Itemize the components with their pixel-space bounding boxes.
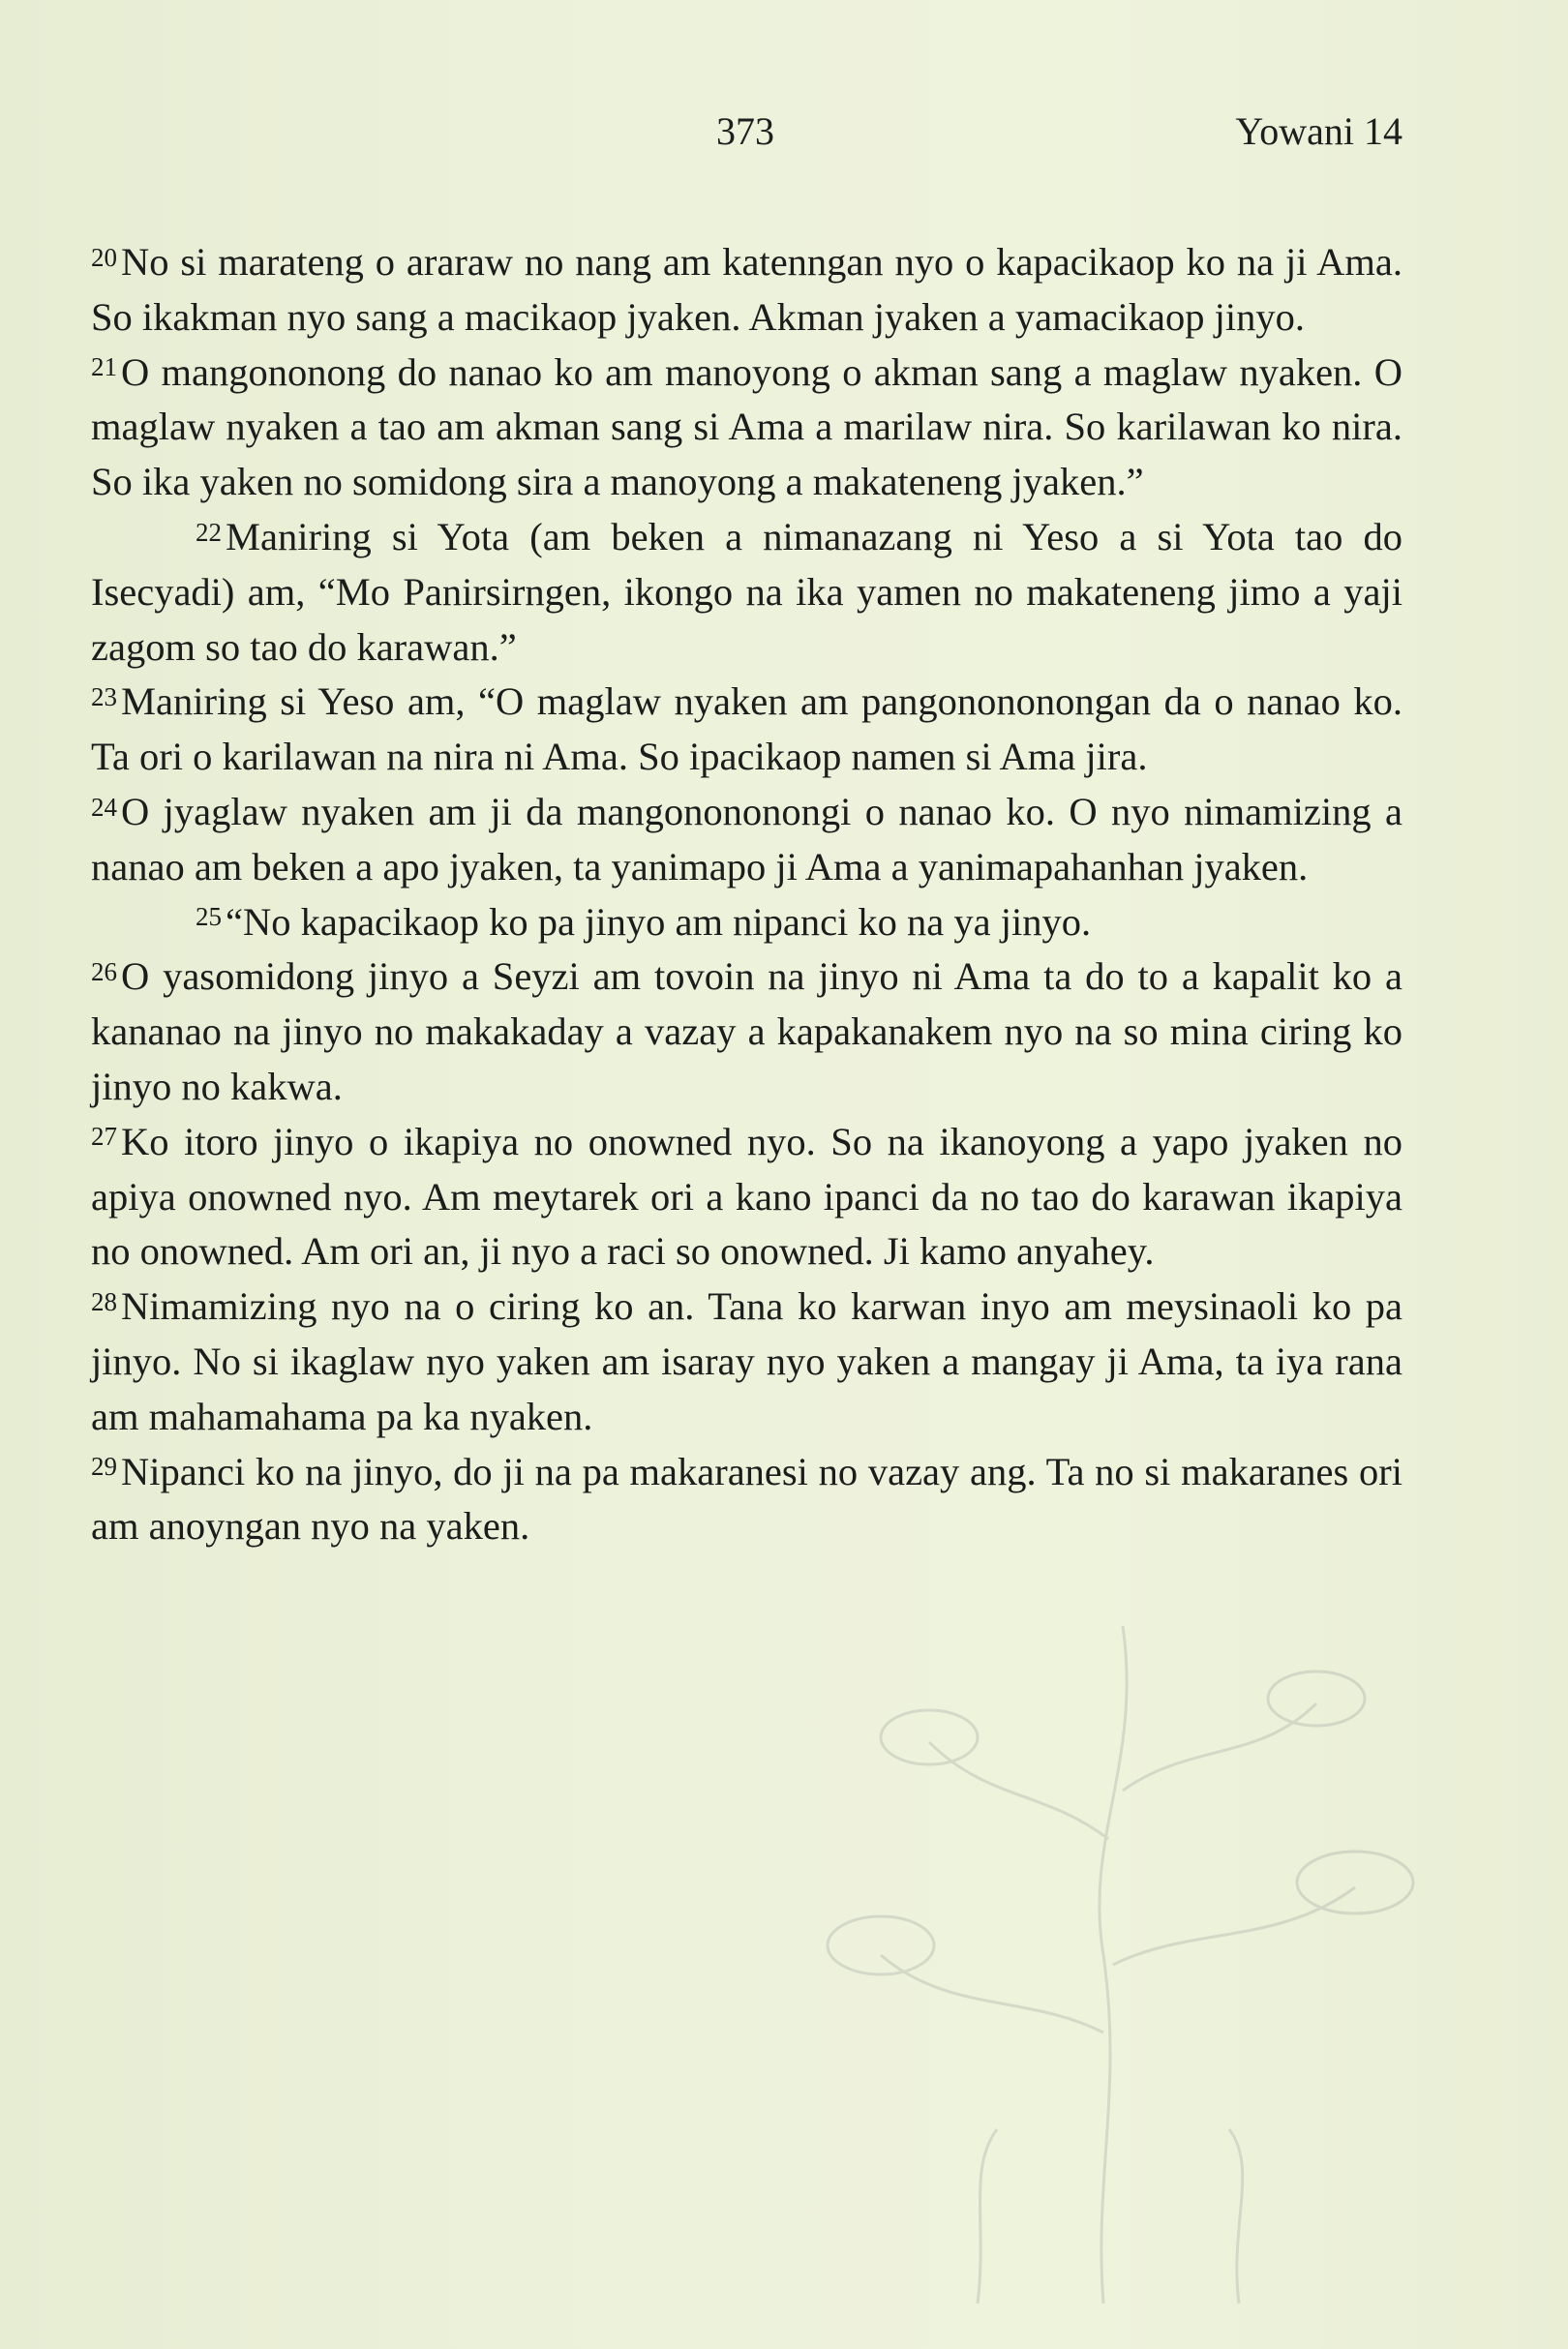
- bleed-through-illustration: [736, 1549, 1491, 2323]
- verse-text: O mangononong do nanao ko am manoyong o akman sang a maglaw nyaken. O maglaw nyaken a tao am akman sang si Ama a marilaw nira. So karilawan ko nira. So ika yaken no somidong sira a manoyong a makateneng jyaken.”: [91, 349, 1402, 504]
- verse-number: 28: [91, 1286, 117, 1316]
- verse-text: “No kapacikaop ko pa jinyo am nipanci ko na ya jinyo.: [226, 899, 1092, 944]
- verse-28: [91, 1280, 1402, 1444]
- verse-20: [91, 235, 1402, 346]
- verse-text: Maniring si Yeso am, “O maglaw nyaken am pangonononongan da o nanao ko. Ta ori o karilawan na nira ni Ama. So ipacikaop namen si Ama jira.: [91, 679, 1402, 779]
- verse-number: 27: [91, 1122, 117, 1152]
- verse-number: 23: [91, 681, 117, 711]
- verse-22: [91, 510, 1402, 675]
- verse-number: 21: [91, 352, 117, 382]
- verse-text: Maniring si Yota (am beken a nimanazang ni Yeso a si Yota tao do Isecyadi) am, “Mo Panirsirngen, ikongo na ika yamen no makateneng jimo a yaji zagom so tao do karawan.”: [91, 514, 1402, 669]
- verse-number: 24: [91, 792, 117, 822]
- verse-text: Nipanci ko na jinyo, do ji na pa makaranesi no vazay ang. Ta no si makaranes ori am anoyngan nyo na yaken.: [91, 1449, 1402, 1549]
- verse-26: [91, 949, 1402, 1114]
- page-number: 373: [716, 109, 774, 153]
- scripture-text: [91, 235, 1402, 1554]
- verse-25: [91, 895, 1402, 950]
- verse-text: Ko itoro jinyo o ikapiya no onowned nyo. So na ikanoyong a yapo jyaken no apiya onowned nyo. Am meytarek ori a kano ipanci da no tao do karawan ikapiya no onowned. Am ori an, ji nyo a raci so onowned. Ji kamo anyahey.: [91, 1119, 1402, 1274]
- running-head: Yowani 14: [1235, 109, 1402, 153]
- verse-21: [91, 346, 1402, 510]
- verse-number: 26: [91, 956, 117, 986]
- verse-number: 25: [196, 902, 222, 932]
- verse-number: 29: [91, 1452, 117, 1482]
- verse-number: 20: [91, 242, 117, 272]
- page-header: [0, 108, 1568, 166]
- verse-29: [91, 1445, 1402, 1555]
- verse-text: O jyaglaw nyaken am ji da mangonononongi o nanao ko. O nyo nimamizing a nanao am beken a apo jyaken, ta yanimapo ji Ama a yanimapahanhan jyaken.: [91, 789, 1402, 888]
- verse-23: [91, 675, 1402, 785]
- verse-24: [91, 785, 1402, 895]
- verse-27: [91, 1115, 1402, 1280]
- verse-text: Nimamizing nyo na o ciring ko an. Tana ko karwan inyo am meysinaoli ko pa jinyo. No si ikaglaw nyo yaken am isaray nyo yaken a mangay ji Ama, ta iya rana am mahamahama pa ka nyaken.: [91, 1284, 1402, 1438]
- verse-number: 22: [196, 517, 222, 547]
- verse-text: O yasomidong jinyo a Seyzi am tovoin na jinyo ni Ama ta do to a kapalit ko a kananao na jinyo no makakaday a vazay a kapakanakem nyo na so mina ciring ko jinyo no kakwa.: [91, 954, 1402, 1108]
- verse-text: No si marateng o araraw no nang am katenngan nyo o kapacikaop ko na ji Ama. So ikakman nyo sang a macikaop jyaken. Akman jyaken a yamacikaop jinyo.: [91, 240, 1402, 339]
